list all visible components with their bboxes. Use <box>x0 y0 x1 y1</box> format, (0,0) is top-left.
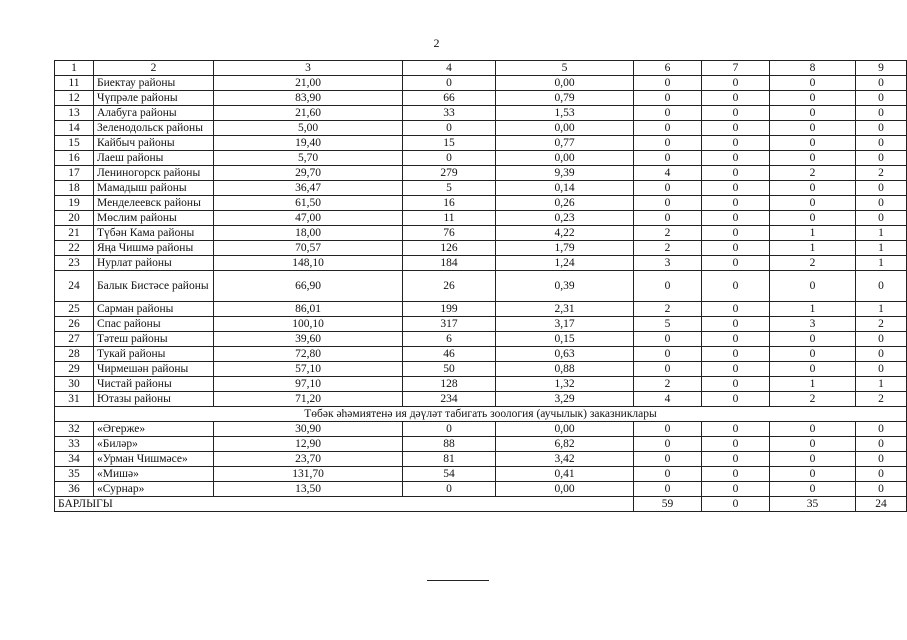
row-value: 0,41 <box>496 467 634 482</box>
table-row <box>55 166 907 181</box>
row-value: 6,82 <box>496 437 634 452</box>
row-value: 128 <box>403 377 496 392</box>
row-value: 0 <box>856 362 907 377</box>
row-value: 0 <box>770 482 856 497</box>
row-value: 1 <box>856 241 907 256</box>
row-value: 0 <box>403 422 496 437</box>
row-value: 0 <box>634 482 702 497</box>
table-row <box>55 467 907 482</box>
row-name: Биектау районы <box>94 76 214 91</box>
row-value: 2 <box>634 241 702 256</box>
row-name: Чирмешән районы <box>94 362 214 377</box>
row-number: 34 <box>55 452 94 467</box>
row-value: 2 <box>856 392 907 407</box>
row-name: Түбән Кама районы <box>94 226 214 241</box>
row-name: Яңа Чишмә районы <box>94 241 214 256</box>
row-value: 81 <box>403 452 496 467</box>
row-name: Лениногорск районы <box>94 166 214 181</box>
table-row <box>55 181 907 196</box>
data-table <box>54 60 907 512</box>
row-value: 1,53 <box>496 106 634 121</box>
table-row <box>55 377 907 392</box>
row-value: 0 <box>770 452 856 467</box>
row-value: 0 <box>856 271 907 302</box>
row-value: 0,00 <box>496 422 634 437</box>
row-value: 0 <box>403 482 496 497</box>
row-value: 19,40 <box>214 136 403 151</box>
row-value: 0 <box>856 422 907 437</box>
row-value: 0,00 <box>496 482 634 497</box>
row-value: 0 <box>856 151 907 166</box>
row-value: 97,10 <box>214 377 403 392</box>
table-row <box>55 482 907 497</box>
row-value: 2,31 <box>496 302 634 317</box>
row-value: 2 <box>770 392 856 407</box>
row-value: 61,50 <box>214 196 403 211</box>
row-value: 0,23 <box>496 211 634 226</box>
row-number: 15 <box>55 136 94 151</box>
row-value: 0 <box>770 467 856 482</box>
row-value: 0 <box>770 437 856 452</box>
row-value: 0 <box>634 121 702 136</box>
total-value: 24 <box>856 497 907 512</box>
row-value: 0 <box>856 91 907 106</box>
row-value: 16 <box>403 196 496 211</box>
row-value: 2 <box>856 166 907 181</box>
row-value: 86,01 <box>214 302 403 317</box>
row-name: Сарман районы <box>94 302 214 317</box>
row-value: 0 <box>770 211 856 226</box>
table-row <box>55 136 907 151</box>
row-value: 0,79 <box>496 91 634 106</box>
row-name: Ютазы районы <box>94 392 214 407</box>
row-value: 0 <box>770 271 856 302</box>
row-value: 0 <box>702 106 770 121</box>
row-value: 1 <box>770 377 856 392</box>
row-value: 1 <box>770 241 856 256</box>
row-number: 17 <box>55 166 94 181</box>
row-value: 0 <box>856 467 907 482</box>
row-value: 3 <box>634 256 702 271</box>
row-name: Спас районы <box>94 317 214 332</box>
row-value: 54 <box>403 467 496 482</box>
column-header: 3 <box>214 61 403 76</box>
row-value: 0 <box>702 196 770 211</box>
column-header: 8 <box>770 61 856 76</box>
row-value: 0 <box>770 91 856 106</box>
row-value: 13,50 <box>214 482 403 497</box>
row-value: 0 <box>702 422 770 437</box>
row-value: 0 <box>856 196 907 211</box>
table-row <box>55 347 907 362</box>
row-value: 184 <box>403 256 496 271</box>
footer-divider <box>427 580 489 581</box>
row-value: 0,00 <box>496 76 634 91</box>
row-value: 57,10 <box>214 362 403 377</box>
column-header: 1 <box>55 61 94 76</box>
table-row <box>55 422 907 437</box>
row-value: 66 <box>403 91 496 106</box>
row-name: Тукай районы <box>94 347 214 362</box>
row-name: Кайбыч районы <box>94 136 214 151</box>
table-row <box>55 76 907 91</box>
row-name: Мамадыш районы <box>94 181 214 196</box>
row-number: 26 <box>55 317 94 332</box>
table-row <box>55 452 907 467</box>
row-value: 0 <box>702 256 770 271</box>
row-value: 1 <box>856 226 907 241</box>
row-value: 0 <box>702 347 770 362</box>
row-value: 0 <box>856 347 907 362</box>
row-value: 0 <box>702 452 770 467</box>
row-value: 46 <box>403 347 496 362</box>
row-number: 24 <box>55 271 94 302</box>
row-number: 16 <box>55 151 94 166</box>
row-value: 0 <box>702 91 770 106</box>
row-value: 0 <box>702 482 770 497</box>
row-value: 0 <box>702 211 770 226</box>
table-row <box>55 271 907 302</box>
row-value: 0 <box>403 76 496 91</box>
reserve-rows <box>55 422 907 497</box>
row-value: 279 <box>403 166 496 181</box>
row-name: Балык Бистәсе районы <box>94 271 214 302</box>
row-value: 50 <box>403 362 496 377</box>
row-value: 18,00 <box>214 226 403 241</box>
column-header: 2 <box>94 61 214 76</box>
table-row <box>55 106 907 121</box>
row-value: 21,00 <box>214 76 403 91</box>
page-number: 2 <box>433 36 440 50</box>
row-value: 3,29 <box>496 392 634 407</box>
row-value: 3,42 <box>496 452 634 467</box>
row-value: 9,39 <box>496 166 634 181</box>
row-value: 0 <box>634 151 702 166</box>
row-value: 0 <box>856 211 907 226</box>
row-number: 32 <box>55 422 94 437</box>
row-value: 4,22 <box>496 226 634 241</box>
table-row <box>55 392 907 407</box>
row-value: 0 <box>770 136 856 151</box>
row-value: 0 <box>856 452 907 467</box>
column-header: 7 <box>702 61 770 76</box>
row-number: 12 <box>55 91 94 106</box>
row-value: 0 <box>634 91 702 106</box>
row-value: 100,10 <box>214 317 403 332</box>
table-row <box>55 362 907 377</box>
row-value: 0 <box>634 467 702 482</box>
row-value: 39,60 <box>214 332 403 347</box>
row-value: 0 <box>770 422 856 437</box>
row-number: 23 <box>55 256 94 271</box>
row-value: 0 <box>856 121 907 136</box>
row-value: 0 <box>702 392 770 407</box>
table-row <box>55 241 907 256</box>
row-value: 0 <box>702 271 770 302</box>
row-number: 13 <box>55 106 94 121</box>
row-name: Мөслим районы <box>94 211 214 226</box>
row-value: 0 <box>634 437 702 452</box>
row-value: 0 <box>856 437 907 452</box>
row-value: 317 <box>403 317 496 332</box>
row-value: 148,10 <box>214 256 403 271</box>
header-row <box>55 61 907 76</box>
row-value: 66,90 <box>214 271 403 302</box>
row-value: 0 <box>770 121 856 136</box>
row-value: 0 <box>702 181 770 196</box>
row-value: 0,15 <box>496 332 634 347</box>
row-value: 4 <box>634 166 702 181</box>
row-name: «Биләр» <box>94 437 214 452</box>
row-value: 33 <box>403 106 496 121</box>
row-value: 0,63 <box>496 347 634 362</box>
table-row <box>55 151 907 166</box>
row-value: 0 <box>403 121 496 136</box>
row-value: 6 <box>403 332 496 347</box>
row-value: 0 <box>702 377 770 392</box>
row-value: 0 <box>702 166 770 181</box>
row-name: Алабуга районы <box>94 106 214 121</box>
row-value: 0 <box>770 106 856 121</box>
row-value: 0 <box>634 332 702 347</box>
row-name: «Урман Чишмәсе» <box>94 452 214 467</box>
row-value: 26 <box>403 271 496 302</box>
row-number: 35 <box>55 467 94 482</box>
column-header: 4 <box>403 61 496 76</box>
row-value: 199 <box>403 302 496 317</box>
row-number: 18 <box>55 181 94 196</box>
section-title: Төбәк әһәмиятенә ия дәүләт табигать зоология (аучылык) заказниклары <box>55 407 907 422</box>
row-value: 0 <box>856 106 907 121</box>
table-row <box>55 437 907 452</box>
table-row <box>55 302 907 317</box>
row-number: 33 <box>55 437 94 452</box>
row-value: 0 <box>634 181 702 196</box>
district-rows <box>55 76 907 407</box>
row-value: 126 <box>403 241 496 256</box>
row-value: 47,00 <box>214 211 403 226</box>
row-name: Менделеевск районы <box>94 196 214 211</box>
row-value: 2 <box>634 226 702 241</box>
row-number: 19 <box>55 196 94 211</box>
row-value: 5,00 <box>214 121 403 136</box>
row-value: 1 <box>856 377 907 392</box>
row-value: 0 <box>702 76 770 91</box>
row-value: 1 <box>770 302 856 317</box>
row-value: 0 <box>702 121 770 136</box>
row-value: 0 <box>634 422 702 437</box>
row-value: 0 <box>856 136 907 151</box>
column-header: 6 <box>634 61 702 76</box>
table-row <box>55 121 907 136</box>
row-value: 11 <box>403 211 496 226</box>
row-value: 0 <box>702 241 770 256</box>
row-value: 0,39 <box>496 271 634 302</box>
row-value: 1 <box>770 226 856 241</box>
row-name: Чүпрәле районы <box>94 91 214 106</box>
total-label: БАРЛЫГЫ <box>55 497 634 512</box>
row-value: 3,17 <box>496 317 634 332</box>
row-value: 5 <box>403 181 496 196</box>
row-number: 31 <box>55 392 94 407</box>
row-value: 0 <box>634 452 702 467</box>
row-name: Тәтеш районы <box>94 332 214 347</box>
row-value: 0,00 <box>496 121 634 136</box>
row-value: 0 <box>702 302 770 317</box>
row-value: 0 <box>634 347 702 362</box>
row-value: 0 <box>856 76 907 91</box>
row-value: 76 <box>403 226 496 241</box>
table-row <box>55 226 907 241</box>
row-value: 0 <box>770 181 856 196</box>
column-header: 9 <box>856 61 907 76</box>
row-number: 25 <box>55 302 94 317</box>
row-value: 71,20 <box>214 392 403 407</box>
row-value: 2 <box>856 317 907 332</box>
row-value: 5,70 <box>214 151 403 166</box>
row-value: 0,14 <box>496 181 634 196</box>
row-value: 234 <box>403 392 496 407</box>
row-value: 0 <box>634 196 702 211</box>
row-value: 0 <box>702 362 770 377</box>
row-value: 1,79 <box>496 241 634 256</box>
row-value: 0 <box>702 136 770 151</box>
row-value: 2 <box>634 302 702 317</box>
row-name: «Сурнар» <box>94 482 214 497</box>
table-row <box>55 196 907 211</box>
row-value: 0 <box>634 136 702 151</box>
row-value: 0 <box>634 211 702 226</box>
row-value: 72,80 <box>214 347 403 362</box>
row-value: 15 <box>403 136 496 151</box>
row-number: 36 <box>55 482 94 497</box>
row-value: 5 <box>634 317 702 332</box>
row-value: 12,90 <box>214 437 403 452</box>
row-value: 0,00 <box>496 151 634 166</box>
row-value: 0 <box>856 482 907 497</box>
column-header: 5 <box>496 61 634 76</box>
row-value: 0 <box>770 151 856 166</box>
row-name: «Әгерже» <box>94 422 214 437</box>
row-value: 0 <box>770 362 856 377</box>
row-value: 0 <box>770 347 856 362</box>
row-value: 0 <box>702 467 770 482</box>
row-value: 29,70 <box>214 166 403 181</box>
row-value: 1,24 <box>496 256 634 271</box>
total-value: 59 <box>634 497 702 512</box>
row-value: 88 <box>403 437 496 452</box>
row-value: 2 <box>770 166 856 181</box>
row-value: 2 <box>634 377 702 392</box>
row-value: 0 <box>702 151 770 166</box>
row-value: 4 <box>634 392 702 407</box>
row-value: 0,77 <box>496 136 634 151</box>
row-name: Зеленодольск районы <box>94 121 214 136</box>
row-value: 0,26 <box>496 196 634 211</box>
row-number: 29 <box>55 362 94 377</box>
row-value: 0 <box>403 151 496 166</box>
row-value: 0 <box>702 317 770 332</box>
row-value: 36,47 <box>214 181 403 196</box>
row-value: 0 <box>634 106 702 121</box>
table-row <box>55 256 907 271</box>
row-number: 28 <box>55 347 94 362</box>
row-name: Чистай районы <box>94 377 214 392</box>
row-value: 0 <box>634 271 702 302</box>
row-value: 0 <box>634 362 702 377</box>
row-number: 22 <box>55 241 94 256</box>
row-value: 1 <box>856 256 907 271</box>
row-value: 131,70 <box>214 467 403 482</box>
row-value: 0 <box>770 332 856 347</box>
row-value: 21,60 <box>214 106 403 121</box>
row-number: 14 <box>55 121 94 136</box>
table-row <box>55 91 907 106</box>
row-number: 30 <box>55 377 94 392</box>
row-name: Нурлат районы <box>94 256 214 271</box>
row-value: 3 <box>770 317 856 332</box>
row-value: 0,88 <box>496 362 634 377</box>
row-value: 23,70 <box>214 452 403 467</box>
table-row <box>55 211 907 226</box>
row-name: «Мишә» <box>94 467 214 482</box>
row-value: 1,32 <box>496 377 634 392</box>
row-value: 1 <box>856 302 907 317</box>
row-value: 70,57 <box>214 241 403 256</box>
table-row <box>55 332 907 347</box>
row-value: 0 <box>770 76 856 91</box>
row-number: 11 <box>55 76 94 91</box>
row-value: 0 <box>856 181 907 196</box>
total-value: 35 <box>770 497 856 512</box>
row-value: 0 <box>634 76 702 91</box>
row-value: 83,90 <box>214 91 403 106</box>
table-row <box>55 317 907 332</box>
row-value: 0 <box>770 196 856 211</box>
row-name: Лаеш районы <box>94 151 214 166</box>
row-number: 20 <box>55 211 94 226</box>
total-value: 0 <box>702 497 770 512</box>
row-value: 0 <box>702 437 770 452</box>
row-number: 27 <box>55 332 94 347</box>
row-number: 21 <box>55 226 94 241</box>
row-value: 0 <box>702 226 770 241</box>
row-value: 0 <box>856 332 907 347</box>
total-row <box>55 497 907 512</box>
section-row <box>55 407 907 422</box>
row-value: 2 <box>770 256 856 271</box>
row-value: 30,90 <box>214 422 403 437</box>
row-value: 0 <box>702 332 770 347</box>
